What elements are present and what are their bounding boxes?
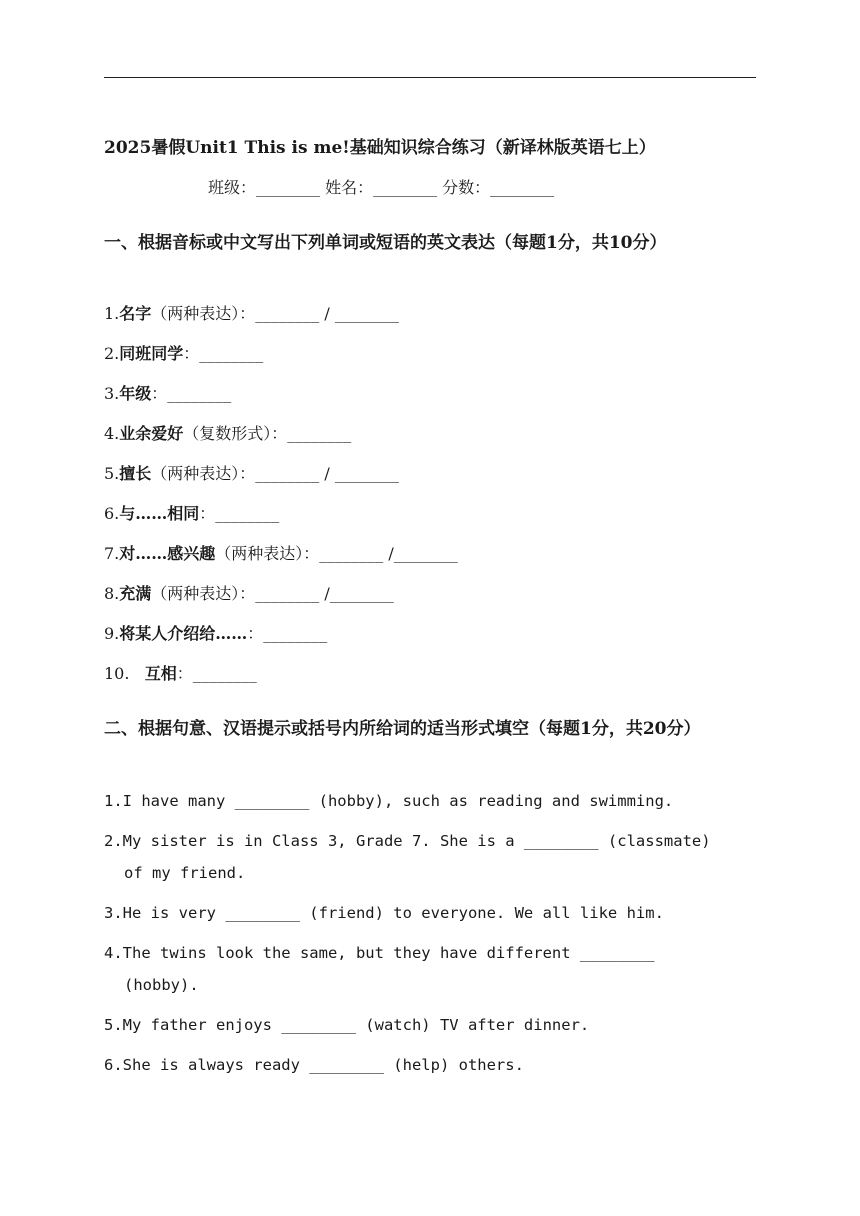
list-item-continuation: (hobby). — [124, 976, 199, 994]
list-item: 3.He is very ________ (friend) to everyone. We all like him. — [104, 904, 664, 922]
document-title: 2025暑假Unit1 This is me!基础知识综合练习（新译林版英语七上） — [104, 138, 656, 158]
list-item: 10. 互相：________ — [104, 664, 257, 683]
list-item-continuation: of my friend. — [124, 864, 246, 882]
section-1-heading: 一、根据音标或中文写出下列单词或短语的英文表达（每题1分，共10分） — [104, 233, 667, 253]
list-item: 5.My father enjoys ________ (watch) TV after dinner. — [104, 1016, 590, 1034]
header-rule — [104, 77, 756, 78]
list-item: 2.同班同学：________ — [104, 344, 264, 363]
student-info-line: 班级：________ 姓名：________ 分数：________ — [208, 178, 555, 197]
list-item: 1.I have many ________ (hobby), such as reading and swimming. — [104, 792, 674, 810]
list-item: 4.业余爱好（复数形式）：________ — [104, 424, 352, 443]
list-item: 8.充满（两种表达）：________ /________ — [104, 584, 394, 603]
list-item: 9.将某人介绍给……：________ — [104, 624, 328, 643]
list-item: 1.名字（两种表达）：________ / ________ — [104, 304, 399, 323]
list-item: 3.年级：________ — [104, 384, 232, 403]
list-item: 2.My sister is in Class 3, Grade 7. She is a ________ (classmate) — [104, 832, 711, 850]
section-2-heading: 二、根据句意、汉语提示或括号内所给词的适当形式填空（每题1分，共20分） — [104, 719, 701, 739]
list-item: 4.The twins look the same, but they have different ________ — [104, 944, 655, 962]
list-item: 6.与……相同：________ — [104, 504, 280, 523]
list-item: 5.擅长（两种表达）：________ / ________ — [104, 464, 399, 483]
list-item: 6.She is always ready ________ (help) others. — [104, 1056, 524, 1074]
list-item: 7.对……感兴趣（两种表达）：________ /________ — [104, 544, 458, 563]
